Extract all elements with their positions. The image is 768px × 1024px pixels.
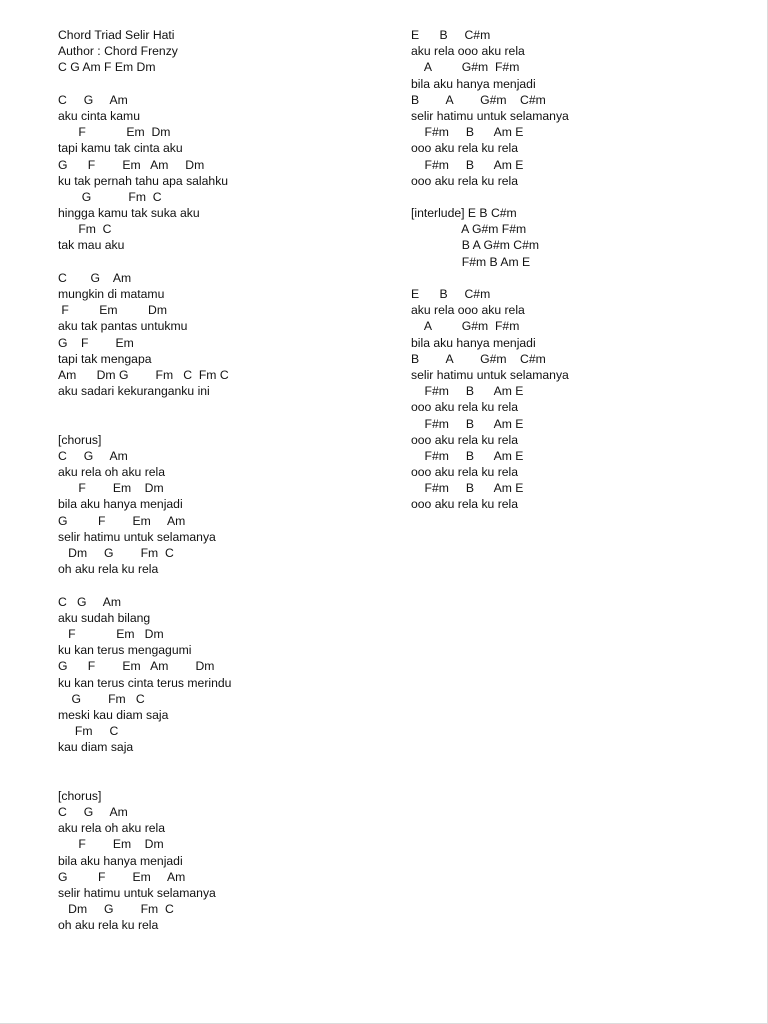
left-column-line: Fm C (58, 724, 119, 739)
right-column-line: ooo aku rela ku rela (411, 432, 519, 447)
left-column-line: [chorus] (58, 788, 102, 803)
left-column-line: [chorus] (58, 432, 102, 447)
left-column-line: tapi kamu tak cinta aku (58, 141, 183, 156)
left-column-line: bila aku hanya menjadi (58, 497, 183, 512)
left-column-line: oh aku rela ku rela (58, 918, 159, 933)
left-column-line: tak mau aku (58, 238, 125, 253)
right-column-line: selir hatimu untuk selamanya (411, 108, 569, 123)
left-column-line: aku rela oh aku rela (58, 465, 166, 480)
left-column-line: ku tak pernah tahu apa salahku (58, 173, 229, 188)
right-column-line: bila aku hanya menjadi (411, 76, 536, 91)
left-column-line: aku rela oh aku rela (58, 821, 166, 836)
left-column-line (58, 254, 231, 270)
left-column-line: G Fm C (58, 691, 145, 706)
left-column-line: G F Em Am Dm (58, 157, 205, 172)
right-column-line: ooo aku rela ku rela (411, 173, 519, 188)
right-column-line: B A G#m C#m (411, 92, 546, 107)
left-column-line: meski kau diam saja (58, 707, 169, 722)
left-column-line: ku kan terus mengagumi (58, 643, 192, 658)
left-column-line: oh aku rela ku rela (58, 562, 159, 577)
right-column-line: F#m B Am E (411, 157, 524, 172)
right-column-line: F#m B Am E (411, 254, 531, 269)
left-column-line: C G Am (58, 92, 128, 107)
right-column-line (411, 270, 569, 286)
left-column-line: F Em Dm (58, 303, 168, 318)
left-column-line: tapi tak mengapa (58, 351, 152, 366)
right-column-line: [interlude] E B C#m (411, 206, 517, 221)
left-column-line: kau diam saja (58, 740, 134, 755)
left-column-line: Chord Triad Selir Hati (58, 28, 175, 42)
left-column-line: F Em Dm (58, 125, 171, 140)
left-column-line (58, 76, 231, 92)
left-column-line: G Fm C (58, 189, 162, 204)
left-column-line: C G Am F Em Dm (58, 60, 156, 75)
left-column-line: G F Em Am (58, 513, 186, 528)
left-column-line: selir hatimu untuk selamanya (58, 529, 216, 544)
right-column-line: F#m B Am E (411, 125, 524, 140)
left-column-line: Dm G Fm C (58, 902, 174, 917)
left-column-line: aku sadari kekuranganku ini (58, 384, 210, 399)
right-column-line: F#m B Am E (411, 416, 524, 431)
left-column-line: bila aku hanya menjadi (58, 853, 183, 868)
left-column-line: aku sudah bilang (58, 610, 151, 625)
right-column-line: A G#m F#m (411, 60, 520, 75)
left-column-line: aku tak pantas untukmu (58, 319, 188, 334)
right-column-line: selir hatimu untuk selamanya (411, 367, 569, 382)
right-column-line: B A G#m C#m (411, 351, 546, 366)
left-column-line: G F Em (58, 335, 134, 350)
left-column-line (58, 755, 231, 771)
left-column-line: G F Em Am (58, 869, 186, 884)
left-column-line: F Em Dm (58, 481, 164, 496)
left-text-column (58, 27, 231, 934)
right-column-line: ooo aku rela ku rela (411, 141, 519, 156)
left-column-line: C G Am (58, 270, 132, 285)
left-column-line: G F Em Am Dm (58, 659, 215, 674)
right-column-line: B A G#m C#m (411, 238, 540, 253)
right-column-line: aku rela ooo aku rela (411, 44, 525, 59)
left-column-line: C G Am (58, 448, 128, 463)
left-column-line: C G Am (58, 805, 128, 819)
left-column-line: selir hatimu untuk selamanya (58, 885, 216, 900)
right-column-line: E B C#m (411, 28, 491, 42)
right-column-line: E B C#m (411, 287, 491, 301)
right-column-line: F#m B Am E (411, 384, 524, 399)
left-column-line: hingga kamu tak suka aku (58, 206, 200, 221)
left-column-line: ku kan terus cinta terus merindu (58, 675, 232, 690)
right-column-line: ooo aku rela ku rela (411, 400, 519, 415)
right-column-line: ooo aku rela ku rela (411, 497, 519, 512)
right-column-line: bila aku hanya menjadi (411, 335, 536, 350)
left-column-line: Dm G Fm C (58, 546, 174, 560)
left-column-line (58, 416, 231, 432)
left-column-line: aku cinta kamu (58, 108, 140, 123)
right-column-line: A G#m F#m (411, 319, 520, 334)
right-column-line: F#m B Am E (411, 481, 524, 496)
left-column-line (58, 577, 231, 593)
left-column-line: mungkin di matamu (58, 287, 165, 301)
right-column-line (411, 189, 569, 205)
left-column-line: C G Am (58, 594, 121, 609)
right-column-line: F#m B Am E (411, 448, 524, 463)
left-column-line: Fm C (58, 222, 112, 237)
left-column-line: Am Dm G Fm C Fm C (58, 367, 229, 382)
left-column-line (58, 399, 231, 415)
left-column-line: F Em Dm (58, 626, 164, 641)
right-column-line: aku rela ooo aku rela (411, 303, 525, 318)
right-column-line: ooo aku rela ku rela (411, 465, 519, 480)
left-column-line: Author : Chord Frenzy (58, 44, 178, 59)
right-column-line: A G#m F#m (411, 222, 527, 237)
left-column-line: F Em Dm (58, 837, 164, 852)
left-column-line (58, 772, 231, 788)
right-text-column (411, 27, 569, 513)
